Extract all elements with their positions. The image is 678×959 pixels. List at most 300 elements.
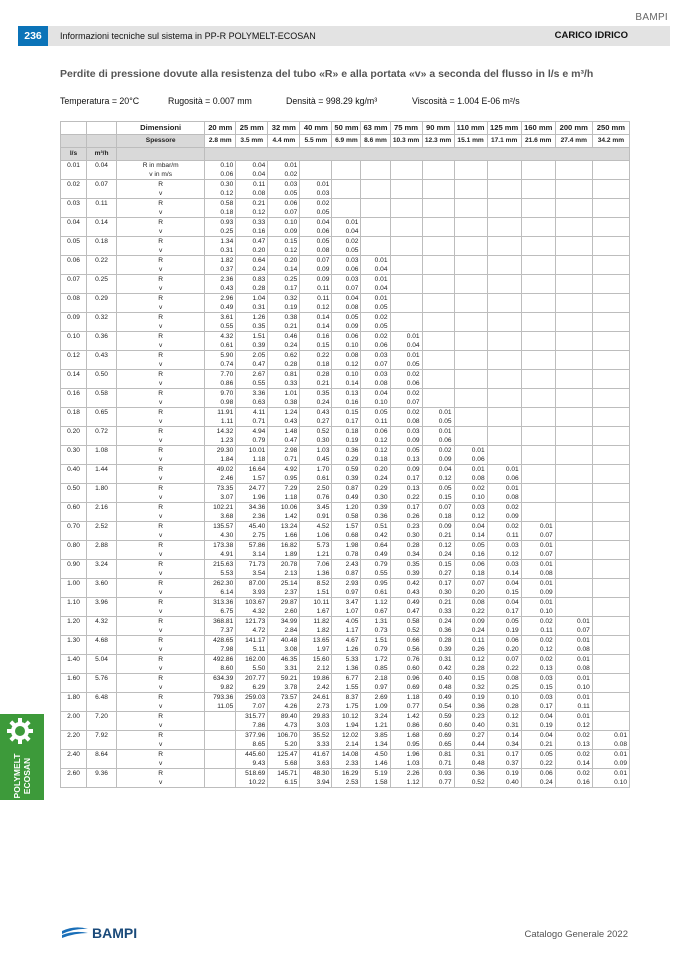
resistance-value: 0.52 bbox=[300, 427, 332, 437]
resistance-value: 428.65 bbox=[205, 636, 236, 646]
velocity-value: 0.13 bbox=[390, 455, 422, 465]
row-label-v: v bbox=[117, 246, 205, 256]
resistance-value: 45.40 bbox=[236, 522, 268, 532]
row-label-v: v bbox=[117, 778, 205, 788]
velocity-value: 1.89 bbox=[268, 550, 300, 560]
flow-blank bbox=[61, 189, 87, 199]
velocity-value bbox=[390, 284, 422, 294]
resistance-value: 0.01 bbox=[487, 484, 521, 494]
resistance-value: 0.01 bbox=[592, 750, 629, 760]
resistance-value: 4.67 bbox=[332, 636, 361, 646]
flow-blank bbox=[61, 474, 87, 484]
flow-blank bbox=[61, 512, 87, 522]
velocity-value: 0.07 bbox=[268, 208, 300, 218]
velocity-value: 4.73 bbox=[268, 721, 300, 731]
row-label-v: v bbox=[117, 436, 205, 446]
row-label-r: R bbox=[117, 389, 205, 399]
velocity-value bbox=[521, 493, 555, 503]
resistance-value: 0.03 bbox=[268, 180, 300, 190]
row-label-v: v bbox=[117, 303, 205, 313]
table-row bbox=[61, 180, 630, 190]
resistance-value bbox=[361, 199, 390, 209]
table-row bbox=[61, 303, 630, 313]
velocity-value bbox=[361, 170, 390, 180]
resistance-value: 1.70 bbox=[300, 465, 332, 475]
velocity-value: 0.05 bbox=[332, 246, 361, 256]
flow-blank bbox=[87, 512, 117, 522]
resistance-value: 0.05 bbox=[332, 313, 361, 323]
row-label-r: R bbox=[117, 256, 205, 266]
resistance-value: 0.01 bbox=[487, 465, 521, 475]
flow-m3h: 1.08 bbox=[87, 446, 117, 456]
velocity-value: 1.36 bbox=[332, 664, 361, 674]
velocity-value: 0.10 bbox=[361, 398, 390, 408]
velocity-value: 0.56 bbox=[390, 645, 422, 655]
resistance-value: 7.06 bbox=[300, 560, 332, 570]
resistance-value bbox=[454, 294, 487, 304]
velocity-value: 3.78 bbox=[268, 683, 300, 693]
velocity-value: 0.08 bbox=[555, 645, 592, 655]
roughness-param: Rugosità = 0.007 mm bbox=[168, 96, 252, 106]
velocity-value: 0.08 bbox=[300, 246, 332, 256]
resistance-value bbox=[361, 237, 390, 247]
resistance-value: 4.92 bbox=[268, 465, 300, 475]
resistance-value: 0.19 bbox=[454, 693, 487, 703]
resistance-value bbox=[454, 161, 487, 171]
velocity-value: 5.50 bbox=[236, 664, 268, 674]
thickness-label: Spessore bbox=[117, 135, 205, 148]
resistance-value bbox=[555, 199, 592, 209]
velocity-value bbox=[521, 208, 555, 218]
resistance-value: 0.39 bbox=[361, 503, 390, 513]
velocity-value: 3.08 bbox=[268, 645, 300, 655]
flow-ls: 0.12 bbox=[61, 351, 87, 361]
resistance-value: 0.18 bbox=[332, 427, 361, 437]
resistance-value: 0.35 bbox=[300, 389, 332, 399]
resistance-value: 13.65 bbox=[300, 636, 332, 646]
velocity-value: 0.10 bbox=[555, 683, 592, 693]
velocity-value: 2.42 bbox=[300, 683, 332, 693]
resistance-value: 49.02 bbox=[205, 465, 236, 475]
velocity-value bbox=[555, 303, 592, 313]
velocity-value bbox=[555, 417, 592, 427]
velocity-value: 0.06 bbox=[361, 341, 390, 351]
velocity-value: 0.15 bbox=[521, 683, 555, 693]
velocity-value: 0.09 bbox=[592, 759, 629, 769]
velocity-value: 0.36 bbox=[361, 512, 390, 522]
resistance-value: 1.31 bbox=[361, 617, 390, 627]
resistance-value: 259.03 bbox=[236, 693, 268, 703]
resistance-value: 0.07 bbox=[300, 256, 332, 266]
resistance-value bbox=[555, 446, 592, 456]
resistance-value: 20.78 bbox=[268, 560, 300, 570]
resistance-value: 0.15 bbox=[268, 237, 300, 247]
resistance-value bbox=[521, 408, 555, 418]
velocity-value: 0.12 bbox=[332, 360, 361, 370]
velocity-value: 0.47 bbox=[268, 436, 300, 446]
velocity-value: 0.04 bbox=[361, 265, 390, 275]
resistance-value: 0.42 bbox=[390, 579, 422, 589]
resistance-value: 0.47 bbox=[236, 237, 268, 247]
velocity-value: 0.12 bbox=[454, 512, 487, 522]
velocity-value: 0.37 bbox=[487, 759, 521, 769]
resistance-value: 0.25 bbox=[268, 275, 300, 285]
resistance-value bbox=[487, 370, 521, 380]
row-label-r: R bbox=[117, 731, 205, 741]
velocity-value bbox=[592, 645, 629, 655]
flow-blank bbox=[87, 265, 117, 275]
flow-ls: 0.50 bbox=[61, 484, 87, 494]
thickness-header: 3.5 mm bbox=[236, 135, 268, 148]
resistance-value: 10.11 bbox=[300, 598, 332, 608]
velocity-value: 0.43 bbox=[390, 588, 422, 598]
row-label-r: R in mbar/m bbox=[117, 161, 205, 171]
velocity-value: 0.31 bbox=[236, 303, 268, 313]
resistance-value bbox=[521, 446, 555, 456]
table-row bbox=[61, 398, 630, 408]
flow-blank bbox=[61, 626, 87, 636]
velocity-value: 2.37 bbox=[268, 588, 300, 598]
resistance-value bbox=[592, 541, 629, 551]
velocity-value bbox=[454, 208, 487, 218]
table-row bbox=[61, 731, 630, 741]
velocity-value: 2.73 bbox=[300, 702, 332, 712]
velocity-value bbox=[592, 683, 629, 693]
resistance-value bbox=[454, 180, 487, 190]
flow-ls: 1.40 bbox=[61, 655, 87, 665]
velocity-value bbox=[487, 379, 521, 389]
velocity-value: 0.79 bbox=[236, 436, 268, 446]
velocity-value: 0.40 bbox=[454, 721, 487, 731]
resistance-value: 1.72 bbox=[361, 655, 390, 665]
flow-blank bbox=[87, 759, 117, 769]
flow-blank bbox=[87, 322, 117, 332]
velocity-value: 0.08 bbox=[454, 474, 487, 484]
resistance-value: 3.47 bbox=[332, 598, 361, 608]
velocity-value bbox=[422, 360, 454, 370]
velocity-value: 0.32 bbox=[454, 683, 487, 693]
velocity-value: 0.04 bbox=[361, 284, 390, 294]
flow-blank bbox=[61, 721, 87, 731]
velocity-value: 0.63 bbox=[236, 398, 268, 408]
table-row bbox=[61, 341, 630, 351]
velocity-value: 0.58 bbox=[332, 512, 361, 522]
velocity-value: 1.66 bbox=[268, 531, 300, 541]
resistance-value: 0.01 bbox=[361, 294, 390, 304]
row-label-v: v bbox=[117, 474, 205, 484]
flow-blank bbox=[61, 778, 87, 788]
resistance-value bbox=[592, 275, 629, 285]
velocity-value bbox=[592, 303, 629, 313]
flow-ls: 1.10 bbox=[61, 598, 87, 608]
resistance-value bbox=[555, 484, 592, 494]
velocity-value: 3.31 bbox=[268, 664, 300, 674]
velocity-value bbox=[521, 436, 555, 446]
resistance-value bbox=[422, 199, 454, 209]
velocity-value: 0.13 bbox=[521, 664, 555, 674]
parameters-line bbox=[60, 96, 520, 106]
resistance-value: 0.59 bbox=[422, 712, 454, 722]
resistance-value bbox=[390, 180, 422, 190]
table-row bbox=[61, 360, 630, 370]
flow-ls: 1.00 bbox=[61, 579, 87, 589]
resistance-value: 0.07 bbox=[422, 503, 454, 513]
resistance-value: 377.96 bbox=[236, 731, 268, 741]
resistance-value: 0.02 bbox=[521, 636, 555, 646]
table-row bbox=[61, 759, 630, 769]
velocity-value: 0.07 bbox=[390, 398, 422, 408]
resistance-value bbox=[555, 522, 592, 532]
velocity-value: 0.27 bbox=[422, 569, 454, 579]
resistance-value: 0.28 bbox=[300, 370, 332, 380]
velocity-value: 0.11 bbox=[300, 284, 332, 294]
flow-ls: 0.05 bbox=[61, 237, 87, 247]
flow-blank bbox=[61, 588, 87, 598]
row-label-v: v bbox=[117, 664, 205, 674]
resistance-value: 71.73 bbox=[236, 560, 268, 570]
velocity-value: 0.77 bbox=[390, 702, 422, 712]
flow-blank bbox=[61, 702, 87, 712]
row-label-v: v bbox=[117, 740, 205, 750]
velocity-value bbox=[422, 227, 454, 237]
velocity-value: 6.15 bbox=[268, 778, 300, 788]
resistance-value: 0.19 bbox=[487, 769, 521, 779]
resistance-value: 121.73 bbox=[236, 617, 268, 627]
resistance-value: 0.12 bbox=[454, 655, 487, 665]
resistance-value: 1.01 bbox=[268, 389, 300, 399]
row-label-v: v bbox=[117, 759, 205, 769]
velocity-value: 0.49 bbox=[361, 550, 390, 560]
resistance-value: 1.68 bbox=[390, 731, 422, 741]
flow-m3h: 4.68 bbox=[87, 636, 117, 646]
flow-m3h: 4.32 bbox=[87, 617, 117, 627]
resistance-value: 0.02 bbox=[487, 522, 521, 532]
resistance-value: 0.03 bbox=[390, 427, 422, 437]
row-label-r: R bbox=[117, 237, 205, 247]
flow-m3h: 0.72 bbox=[87, 427, 117, 437]
resistance-value: 0.03 bbox=[332, 256, 361, 266]
velocity-value: 0.14 bbox=[268, 265, 300, 275]
velocity-value: 0.73 bbox=[361, 626, 390, 636]
velocity-value bbox=[555, 588, 592, 598]
velocity-value bbox=[361, 227, 390, 237]
velocity-value bbox=[592, 493, 629, 503]
resistance-value: 73.57 bbox=[268, 693, 300, 703]
velocity-value: 0.86 bbox=[205, 379, 236, 389]
velocity-value bbox=[592, 626, 629, 636]
table-row bbox=[61, 721, 630, 731]
row-label-v: v bbox=[117, 284, 205, 294]
resistance-value: 24.61 bbox=[300, 693, 332, 703]
flow-blank bbox=[61, 170, 87, 180]
resistance-value: 2.93 bbox=[332, 579, 361, 589]
flow-m3h: 0.58 bbox=[87, 389, 117, 399]
flow-m3h: 0.18 bbox=[87, 237, 117, 247]
resistance-value: 0.38 bbox=[268, 313, 300, 323]
velocity-value: 0.47 bbox=[390, 607, 422, 617]
resistance-value bbox=[454, 199, 487, 209]
velocity-value: 0.33 bbox=[268, 379, 300, 389]
velocity-value: 0.24 bbox=[361, 474, 390, 484]
resistance-value: 0.04 bbox=[487, 598, 521, 608]
velocity-value: 0.07 bbox=[332, 284, 361, 294]
velocity-value: 0.65 bbox=[422, 740, 454, 750]
velocity-value: 0.24 bbox=[422, 550, 454, 560]
resistance-value bbox=[521, 256, 555, 266]
velocity-value: 2.33 bbox=[332, 759, 361, 769]
resistance-value bbox=[592, 484, 629, 494]
velocity-value: 1.06 bbox=[300, 531, 332, 541]
table-row bbox=[61, 199, 630, 209]
resistance-value: 4.50 bbox=[361, 750, 390, 760]
resistance-value bbox=[592, 598, 629, 608]
unit-ls: l/s bbox=[61, 148, 87, 161]
velocity-value: 0.16 bbox=[555, 778, 592, 788]
row-label-r: R bbox=[117, 427, 205, 437]
resistance-value: 0.01 bbox=[521, 579, 555, 589]
resistance-value: 0.20 bbox=[268, 256, 300, 266]
resistance-value: 19.86 bbox=[300, 674, 332, 684]
velocity-value: 7.98 bbox=[205, 645, 236, 655]
velocity-value: 2.84 bbox=[268, 626, 300, 636]
resistance-value bbox=[555, 503, 592, 513]
flow-blank bbox=[87, 607, 117, 617]
table-row bbox=[61, 474, 630, 484]
velocity-value: 0.68 bbox=[332, 531, 361, 541]
unit-m3h: m³/h bbox=[87, 148, 117, 161]
table-row bbox=[61, 588, 630, 598]
resistance-value: 25.14 bbox=[268, 579, 300, 589]
resistance-value: 10.06 bbox=[268, 503, 300, 513]
thickness-header: 6.9 mm bbox=[332, 135, 361, 148]
velocity-value: 0.06 bbox=[487, 474, 521, 484]
resistance-value bbox=[422, 332, 454, 342]
row-label-r: R bbox=[117, 598, 205, 608]
velocity-value bbox=[390, 265, 422, 275]
velocity-value: 0.12 bbox=[487, 550, 521, 560]
row-label-v: v bbox=[117, 455, 205, 465]
resistance-value bbox=[390, 256, 422, 266]
table-row bbox=[61, 598, 630, 608]
velocity-value: 0.12 bbox=[422, 474, 454, 484]
resistance-value: 0.06 bbox=[454, 560, 487, 570]
resistance-value bbox=[592, 655, 629, 665]
velocity-value: 0.15 bbox=[300, 341, 332, 351]
flow-m3h: 7.92 bbox=[87, 731, 117, 741]
velocity-value: 1.11 bbox=[205, 417, 236, 427]
row-label-v: v bbox=[117, 721, 205, 731]
resistance-value bbox=[521, 275, 555, 285]
table-row bbox=[61, 550, 630, 560]
resistance-value: 215.63 bbox=[205, 560, 236, 570]
velocity-value bbox=[361, 208, 390, 218]
thickness-header: 21.6 mm bbox=[521, 135, 555, 148]
velocity-value: 9.82 bbox=[205, 683, 236, 693]
velocity-value: 0.36 bbox=[454, 702, 487, 712]
resistance-value: 0.09 bbox=[422, 522, 454, 532]
velocity-value: 0.33 bbox=[422, 607, 454, 617]
resistance-value: 173.38 bbox=[205, 541, 236, 551]
velocity-value bbox=[487, 265, 521, 275]
resistance-value bbox=[487, 351, 521, 361]
resistance-value: 0.01 bbox=[422, 408, 454, 418]
velocity-value bbox=[521, 246, 555, 256]
velocity-value: 1.42 bbox=[268, 512, 300, 522]
resistance-value: 29.30 bbox=[205, 446, 236, 456]
resistance-value bbox=[487, 294, 521, 304]
velocity-value: 2.14 bbox=[332, 740, 361, 750]
resistance-value: 0.28 bbox=[422, 636, 454, 646]
velocity-value: 0.39 bbox=[422, 645, 454, 655]
velocity-value bbox=[521, 398, 555, 408]
resistance-value bbox=[521, 351, 555, 361]
flow-ls: 0.16 bbox=[61, 389, 87, 399]
flow-blank bbox=[87, 569, 117, 579]
table-row bbox=[61, 189, 630, 199]
flow-blank bbox=[87, 721, 117, 731]
table-row bbox=[61, 493, 630, 503]
resistance-value: 2.50 bbox=[300, 484, 332, 494]
resistance-value bbox=[592, 617, 629, 627]
resistance-value: 0.06 bbox=[361, 427, 390, 437]
footer-logo-text: BAMPI bbox=[92, 925, 138, 941]
velocity-value bbox=[205, 759, 236, 769]
velocity-value bbox=[487, 398, 521, 408]
flow-ls: 0.14 bbox=[61, 370, 87, 380]
velocity-value bbox=[454, 246, 487, 256]
resistance-value: 0.05 bbox=[361, 408, 390, 418]
flow-blank bbox=[61, 284, 87, 294]
row-label-v: v in m/s bbox=[117, 170, 205, 180]
velocity-value: 0.15 bbox=[487, 588, 521, 598]
velocity-value bbox=[487, 436, 521, 446]
resistance-value: 5.33 bbox=[332, 655, 361, 665]
brand-top: BAMPI bbox=[635, 12, 668, 23]
velocity-value: 10.22 bbox=[236, 778, 268, 788]
flow-m3h: 3.60 bbox=[87, 579, 117, 589]
resistance-value: 1.26 bbox=[236, 313, 268, 323]
velocity-value bbox=[555, 398, 592, 408]
resistance-value: 0.12 bbox=[487, 712, 521, 722]
velocity-value: 0.43 bbox=[205, 284, 236, 294]
velocity-value: 0.36 bbox=[422, 626, 454, 636]
resistance-value: 0.17 bbox=[390, 503, 422, 513]
resistance-value: 0.08 bbox=[487, 674, 521, 684]
velocity-value bbox=[555, 265, 592, 275]
resistance-value: 0.06 bbox=[332, 332, 361, 342]
resistance-value: 0.22 bbox=[300, 351, 332, 361]
velocity-value bbox=[390, 322, 422, 332]
velocity-value: 3.03 bbox=[300, 721, 332, 731]
resistance-value bbox=[205, 769, 236, 779]
resistance-value bbox=[454, 427, 487, 437]
velocity-value bbox=[521, 303, 555, 313]
flow-blank bbox=[61, 740, 87, 750]
resistance-value: 0.09 bbox=[454, 617, 487, 627]
resistance-value: 3.61 bbox=[205, 313, 236, 323]
velocity-value: 0.42 bbox=[361, 531, 390, 541]
resistance-value bbox=[422, 294, 454, 304]
velocity-value bbox=[555, 170, 592, 180]
resistance-value: 0.01 bbox=[521, 560, 555, 570]
resistance-value: 0.01 bbox=[521, 541, 555, 551]
velocity-value: 0.38 bbox=[268, 398, 300, 408]
resistance-value: 0.02 bbox=[521, 617, 555, 627]
flow-m3h: 3.24 bbox=[87, 560, 117, 570]
resistance-value bbox=[454, 332, 487, 342]
flow-ls: 0.04 bbox=[61, 218, 87, 228]
resistance-value bbox=[454, 389, 487, 399]
